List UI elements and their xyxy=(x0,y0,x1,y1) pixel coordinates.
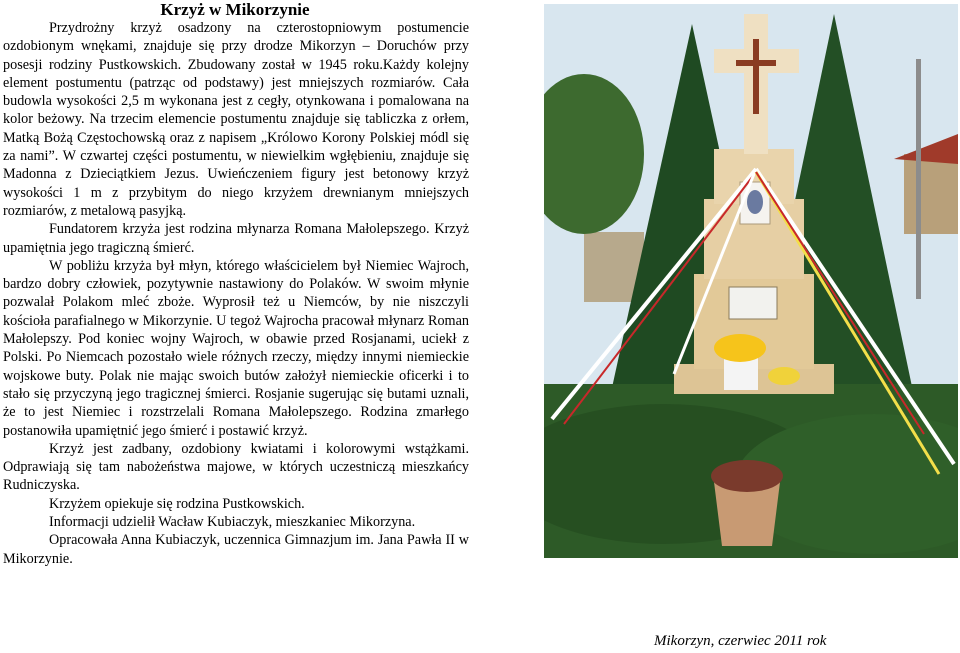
paragraph-description: Przydrożny krzyż osadzony na czterostopniowym postumencie ozdobionym wnękami, znajduje się przy drodze Mikorzyn – Doruchów przy posesji rodziny Pustkowskich. Zbudowany został w 1945 roku.Każdy kolejny element postumentu (patrząc od podstawy) jest mniejszych rozmiarów. Cała budowla wysokości 2,5 m wykonana jest z cegły, otynkowana i pomalowana na kolor beżowy. Na trzecim elemencie postumentu znajduje się tabliczka z orłem, Matką Bożą Częstochowską oraz z napisem „Królowo Korony Polskiej módl się za nami”. W czwartej części postumentu, w niewielkim wgłębieniu, znajduje się Madonna z Dzieciątkiem Jezus. Uwieńczeniem figury jest betonowy krzyż wysokości 1 m z przybitym do niego krzyżem drewnianym mniejszych rozmiarów, z metalową pasyjką. xyxy=(3,20,469,219)
article-body xyxy=(3,19,469,568)
madonna-figure xyxy=(747,190,763,214)
paragraph-informant: Informacji udzielił Wacław Kubiaczyk, mieszkaniec Mikorzyna. xyxy=(49,514,416,531)
wooden-cross-vertical xyxy=(753,39,759,114)
page-title: Krzyż w Mikorzynie xyxy=(160,0,310,19)
flowers-yellow xyxy=(714,334,766,362)
house xyxy=(904,154,958,234)
paragraph-current-state: Krzyż jest zadbany, ozdobiony kwiatami i kolorowymi wstążkami. Odprawiają się tam nabożeństwa majowe, w których uczestniczą mieszkańcy Rudniczyska. xyxy=(3,440,469,494)
utility-pole xyxy=(916,59,921,299)
wooden-cross-horizontal xyxy=(736,60,776,66)
pot-flowers xyxy=(711,460,783,492)
plaque-eagle xyxy=(729,287,777,319)
photo-caption: Mikorzyn, czerwiec 2011 rok xyxy=(654,633,827,649)
cross-photo xyxy=(544,4,958,558)
paragraph-founder: Fundatorem krzyża jest rodzina młynarza Romana Małolepszego. Krzyż upamiętnia jego tragiczną śmierć. xyxy=(3,221,469,256)
paragraph-caretakers: Krzyżem opiekuje się rodzina Pustkowskich. xyxy=(49,495,305,512)
cross-photo-illustration xyxy=(544,4,958,558)
paragraph-history: W pobliżu krzyża był młyn, którego właścicielem był Niemiec Wajroch, bardzo dobry człowiek, pozytywnie nastawiony do Polaków. W swoim młynie pozwalał Polakom mleć zboże. Wyprosił też u Niemców, by nie niszczyli kościoła parafialnego w Mikorzynie. U tegoż Wajrocha pracował młynarz Roman Małolepszy. Pod koniec wojny Wajroch, w obawie przed Rosjanami, uciekł z Polski. Po Niemcach pozostało wiele różnych rzeczy, między innymi niemieckie wojskowe buty. Polak nie mając swoich butów założył niemieckie oficerki i to stało się przyczyną jego tragicznej śmierci. Rosjanie sugerując się butami uznali, że to jest Niemiec i rozstrzelali Romana Małolepszego. Rodzina zmarłego postanowiła upamiętnić jego śmierć i postawić krzyż. xyxy=(3,257,469,439)
flowers-small xyxy=(768,367,800,385)
paragraph-author: Opracowała Anna Kubiaczyk, uczennica Gimnazjum im. Jana Pawła II w Mikorzynie. xyxy=(3,532,469,567)
